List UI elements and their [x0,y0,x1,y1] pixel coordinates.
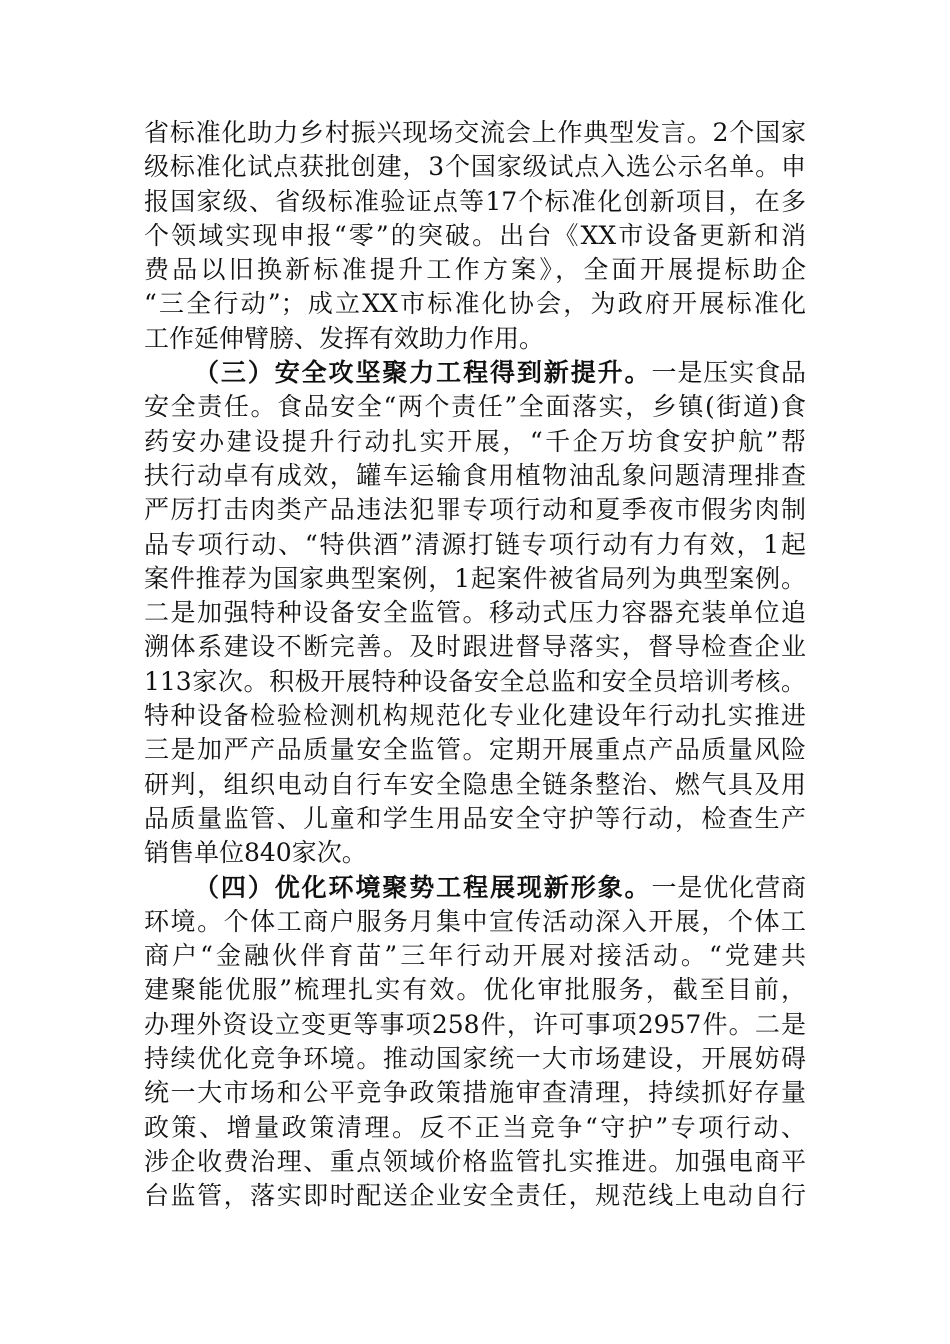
paragraph-line [144,1179,806,1213]
paragraph-line [144,630,806,664]
paragraph-line [144,287,806,321]
paragraph-line [144,905,806,939]
line-text: 台监管，落实即时配送企业安全责任，规范线上电动自行 [144,1181,806,1211]
line-text: 药安办建设提升行动扎实开展，“千企万坊食安护航”帮 [144,426,806,456]
line-text: 级标准化试点获批创建，3个国家级试点入选公示名单。申 [144,152,806,182]
line-text: 安全责任。食品安全“两个责任”全面落实，乡镇(街道)食 [144,392,806,422]
paragraph-line [144,390,806,424]
paragraph-line [144,939,806,973]
paragraph-line [144,1008,806,1042]
line-text: 省标准化助力乡村振兴现场交流会上作典型发言。2个国家 [144,118,806,147]
section-heading-line [144,356,806,390]
section-heading-line [144,871,806,905]
line-text: 建聚能优服”梳理扎实有效。优化审批服务，截至目前， [144,975,806,1005]
paragraph-line [144,116,806,150]
paragraph-line [144,150,806,184]
paragraph-line [144,1076,806,1110]
paragraph-line [144,1042,806,1076]
line-text: 统一大市场和公平竞争政策措施审查清理，持续抓好存量 [144,1078,806,1108]
paragraph-line [144,973,806,1007]
paragraph-line [144,493,806,527]
line-text: 环境。个体工商户服务月集中宣传活动深入开展，个体工 [144,906,806,936]
paragraph-line [144,185,806,219]
line-text: 销售单位840家次。 [144,838,367,868]
section-heading: （四）优化环境聚势工程展现新形象。 [194,872,652,902]
paragraph-line [144,562,806,596]
paragraph-line [144,1111,806,1145]
line-text: 扶行动卓有成效，罐车运输食用植物油乱象问题清理排查 [144,460,806,490]
paragraph-line [144,836,806,870]
line-text: 一是优化营商 [651,872,806,902]
line-text: 研判，组织电动自行车安全隐患全链条整治、燃气具及用 [144,769,806,799]
line-text: 溯体系建设不断完善。及时跟进督导落实，督导检查企业 [144,632,806,662]
line-text: 办理外资设立变更等事项258件，许可事项2957件。二是 [144,1009,806,1039]
paragraph-line [144,665,806,699]
line-text: 二是加强特种设备安全监管。移动式压力容器充装单位追 [144,598,806,628]
line-text: 三是加严产品质量安全监管。定期开展重点产品质量风险 [144,735,806,765]
line-text: 特种设备检验检测机构规范化专业化建设年行动扎实推进 [144,701,806,731]
paragraph-line [144,596,806,630]
line-text: 一是压实食品 [651,358,806,388]
line-text: 案件推荐为国家典型案例，1起案件被省局列为典型案例。 [144,563,806,593]
section-heading: （三）安全攻坚聚力工程得到新提升。 [194,358,652,388]
line-text: 费品以旧换新标准提升工作方案》，全面开展提标助企 [144,255,806,285]
line-text: 持续优化竞争环境。推动国家统一大市场建设，开展妨碍 [144,1044,806,1074]
line-text: 个领域实现申报“零”的突破。出台《XX市设备更新和消 [144,220,806,250]
line-text: 品质量监管、儿童和学生用品安全守护等行动，检查生产 [144,803,806,833]
paragraph-line [144,219,806,253]
line-text: 商户“金融伙伴育苗”三年行动开展对接活动。“党建共 [144,941,806,971]
line-text: 政策、增量政策清理。反不正当竞争“守护”专项行动、 [144,1112,806,1142]
line-text: “三全行动”；成立XX市标准化协会，为政府开展标准化 [144,289,806,319]
paragraph-line [144,253,806,287]
line-text: 工作延伸臂膀、发挥有效助力作用。 [144,323,545,353]
paragraph-line [144,1145,806,1179]
line-text: 涉企收费治理、重点领域价格监管扎实推进。加强电商平 [144,1146,806,1176]
line-text: 113家次。积极开展特种设备安全总监和安全员培训考核。 [144,666,806,696]
paragraph-line [144,802,806,836]
line-text: 报国家级、省级标准验证点等17个标准化创新项目，在多 [144,186,806,216]
paragraph-line [144,699,806,733]
paragraph-line [144,459,806,493]
paragraph-line [144,528,806,562]
line-text: 品专项行动、“特供酒”清源打链专项行动有力有效，1起 [144,529,806,559]
paragraph-line [144,425,806,459]
paragraph-line [144,322,806,356]
document-body [144,116,806,1214]
paragraph-line [144,768,806,802]
line-text: 严厉打击肉类产品违法犯罪专项行动和夏季夜市假劣肉制 [144,495,806,525]
paragraph-line [144,733,806,767]
